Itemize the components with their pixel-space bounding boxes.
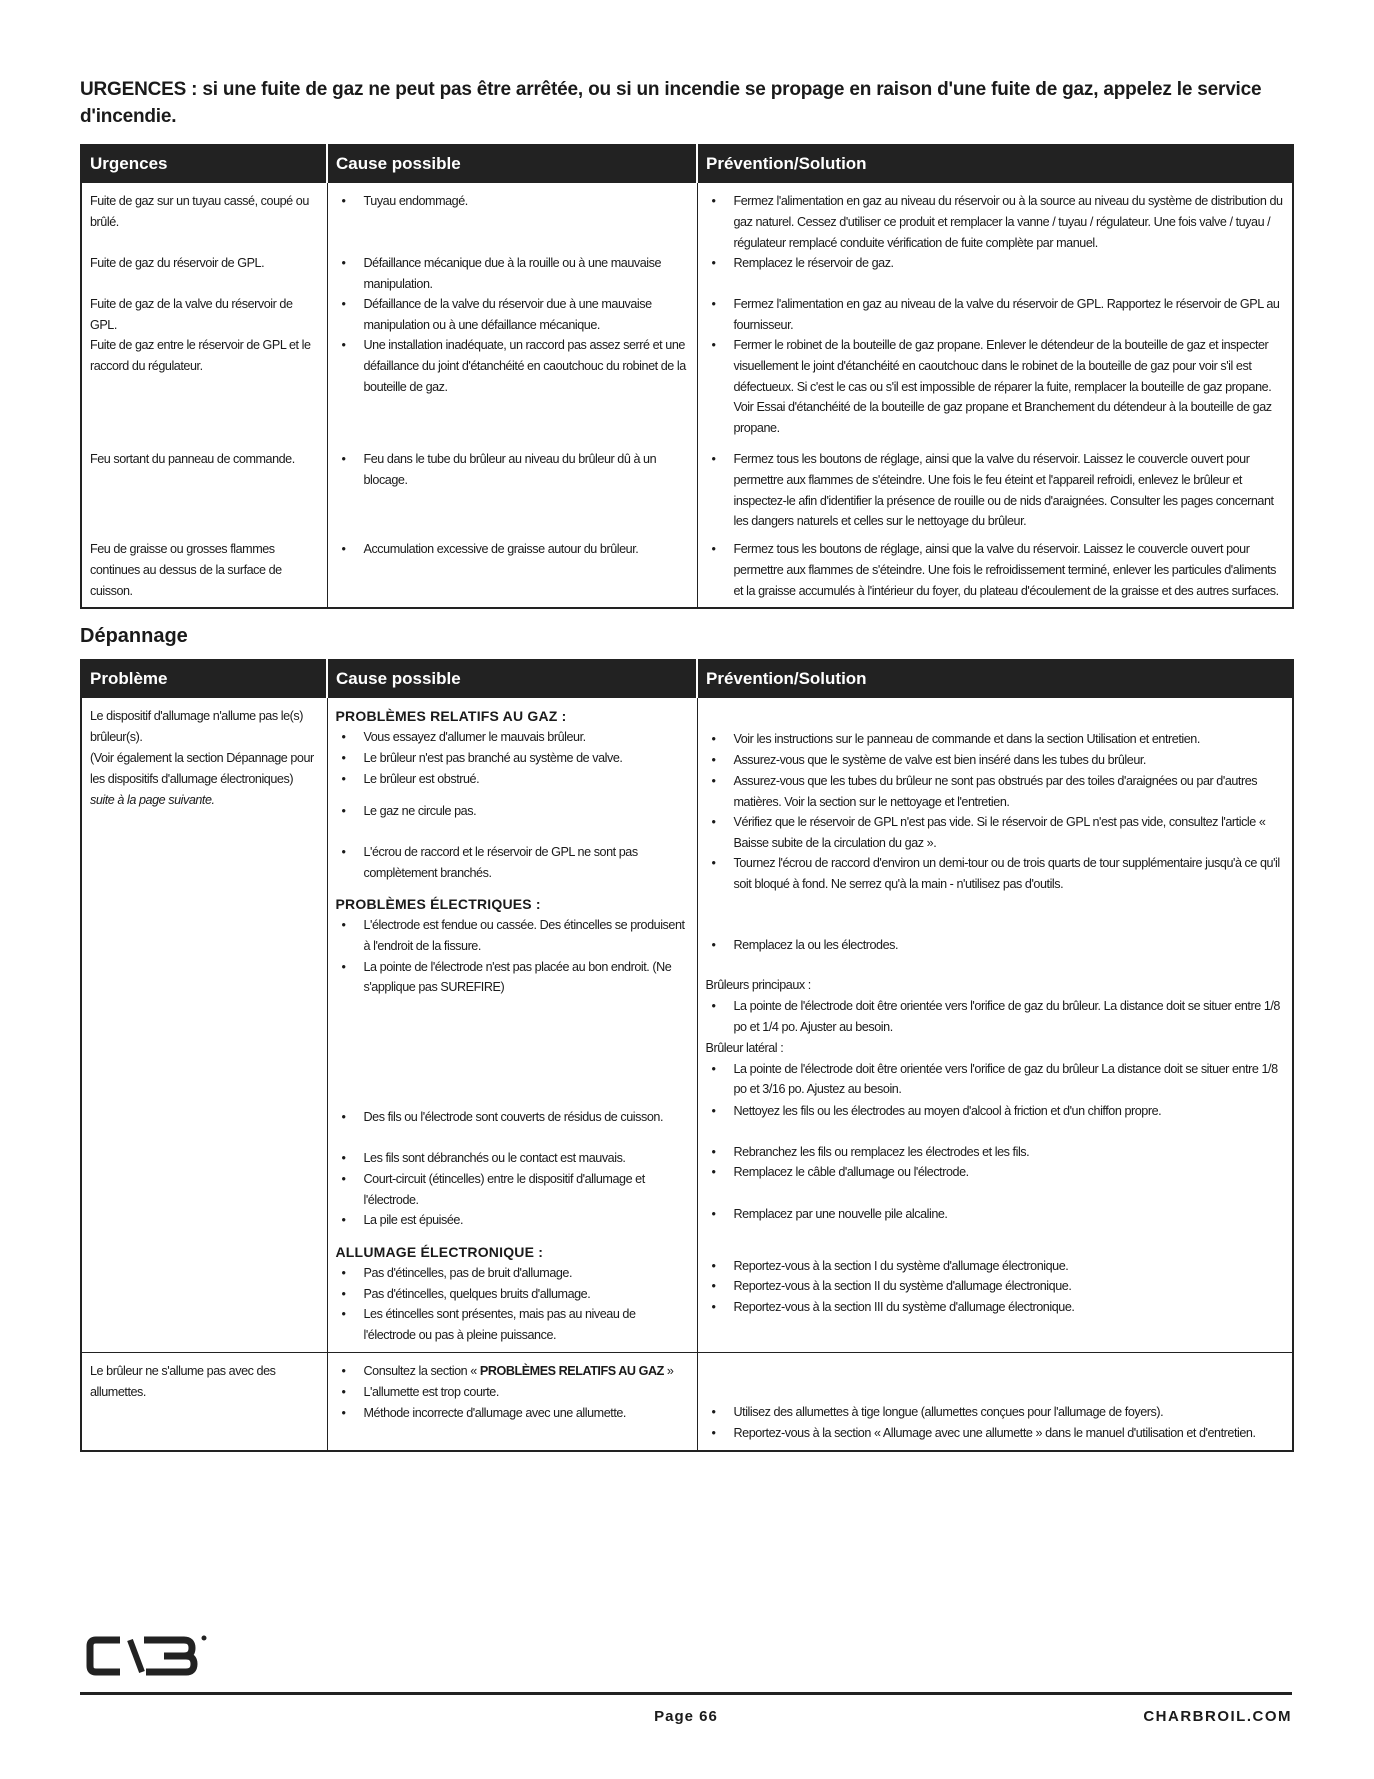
cause-text: Consultez la section « — [363, 1363, 477, 1378]
footer-divider — [80, 1692, 1292, 1695]
list-item: • Remplacez le câble d'allumage ou l'électrode. — [706, 1162, 1285, 1183]
emergency-column — [81, 183, 327, 609]
main-burners-label: Brûleurs principaux : — [705, 978, 811, 993]
list-item: • Défaillance de la valve du réservoir due à une mauvaise manipulation ou à une défaillance mécanique. — [336, 294, 689, 336]
list-item: • L'écrou de raccord et le réservoir de GPL ne sont pas complètement branchés. — [336, 842, 689, 884]
emergency-table — [80, 144, 1294, 609]
list-item: • Tournez l'écrou de raccord d'environ un demi-tour ou de trois quarts de tour supplémentaire jusqu'à ce qu'il soit bloqué à fond. Ne serrez qu'à la main - n'utilisez pas d'outils. — [706, 853, 1285, 895]
list-item: • Fermez l'alimentation en gaz au niveau du réservoir ou à la source au niveau du système de distribution du gaz naturel. Cessez d'utiliser ce produit et remplacer la vanne / tuyau / régulateur. Une fois valve / tuyau / régulateur remplacé conduite vérification de fuite complète par manuel. — [706, 191, 1285, 253]
column-header: Cause possible — [327, 660, 697, 698]
charbroil-logo-icon — [80, 1630, 220, 1682]
section-reference: PROBLÈMES RELATIFS AU GAZ — [479, 1363, 664, 1378]
emergency-text: Fuite de gaz sur un tuyau cassé, coupé ou brûlé. — [90, 194, 309, 229]
emergency-warning: URGENCES : si une fuite de gaz ne peut pas être arrêtée, ou si un incendie se propage en raison d'une fuite de gaz, appelez le service d'incendie. — [80, 79, 1262, 127]
list-item: • Nettoyez les fils ou les électrodes au moyen d'alcool à friction et d'un chiffon propre. — [706, 1101, 1285, 1122]
problem-text: Le brûleur ne s'allume pas avec des allumettes. — [90, 1363, 276, 1399]
side-burner-label: Brûleur latéral : — [705, 1040, 784, 1055]
list-item: • Accumulation excessive de graisse autour du brûleur. — [336, 539, 689, 560]
cause-text: » — [666, 1363, 674, 1378]
list-item: • Le gaz ne circule pas. — [336, 801, 689, 822]
electronic-ignition-heading: ALLUMAGE ÉLECTRONIQUE : — [335, 1243, 544, 1260]
list-item: • Court-circuit (étincelles) entre le dispositif d'allumage et l'électrode. — [336, 1169, 689, 1211]
problem-column — [81, 698, 327, 1353]
solution-column — [697, 1352, 1293, 1450]
page-content — [80, 76, 1292, 1452]
table-row — [81, 183, 1293, 609]
cause-column — [327, 1352, 697, 1450]
list-item: • Vous essayez d'allumer le mauvais brûleur. — [336, 727, 689, 748]
list-item: • Utilisez des allumettes à tige longue (allumettes conçues pour l'allumage de foyers). — [706, 1402, 1285, 1423]
column-header: Cause possible — [327, 145, 697, 183]
table-header-row — [81, 145, 1293, 183]
list-item: • La pointe de l'électrode doit être orientée vers l'orifice de gaz du brûleur La distance doit se situer entre 1/8 po et 3/16 po. Ajustez au besoin. — [706, 1059, 1285, 1101]
list-item: • Reportez-vous à la section I du système d'allumage électronique. — [706, 1256, 1285, 1277]
list-item — [336, 1361, 689, 1382]
continued-note: suite à la page suivante. — [90, 792, 215, 807]
list-item: • Feu dans le tube du brûleur au niveau du brûleur dû à un blocage. — [336, 449, 689, 491]
column-header: Problème — [81, 660, 327, 698]
gas-problems-heading: PROBLÈMES RELATIFS AU GAZ : — [335, 708, 567, 725]
list-item: • Remplacez le réservoir de gaz. — [706, 253, 1285, 274]
list-item: • Reportez-vous à la section « Allumage avec une allumette » dans le manuel d'utilisation et d'entretien. — [706, 1423, 1285, 1444]
troubleshooting-table — [80, 659, 1294, 1451]
problem-note: (Voir également la section Dépannage pour les dispositifs d'allumage électroniques) — [90, 750, 314, 786]
list-item: • Les fils sont débranchés ou le contact est mauvais. — [336, 1148, 689, 1169]
list-item: • Fermez tous les boutons de réglage, ainsi que la valve du réservoir. Laissez le couvercle ouvert pour permettre aux flammes de s'éteindre. Une fois le feu éteint et l'appareil refroidi, enlevez le brûleur et inspectez-le afin d'identifier la présence de rouille ou de nids d'araignées. Consulter les pages concernant les dangers naturels et celles sur le nettoyage du brûleur. — [706, 449, 1285, 532]
list-item: • Tuyau endommagé. — [336, 191, 689, 212]
problem-column — [81, 1352, 327, 1450]
emergency-text: Feu de graisse ou grosses flammes continues au dessus de la surface de cuisson. — [90, 542, 282, 598]
column-header: Urgences — [81, 145, 327, 183]
list-item: • Défaillance mécanique due à la rouille ou à une mauvaise manipulation. — [336, 253, 689, 295]
solution-column — [697, 183, 1293, 609]
table-row — [81, 1352, 1293, 1450]
problem-text: Le dispositif d'allumage n'allume pas le(s) brûleur(s). — [90, 709, 303, 745]
list-item: • Le brûleur n'est pas branché au système de valve. — [336, 748, 689, 769]
cause-column — [327, 183, 697, 609]
table-header-row — [81, 660, 1293, 698]
list-item: • Des fils ou l'électrode sont couverts de résidus de cuisson. — [336, 1107, 689, 1128]
list-item: • Remplacez la ou les électrodes. — [706, 935, 1285, 956]
column-header: Prévention/Solution — [697, 145, 1293, 183]
table-row — [81, 698, 1293, 1353]
emergency-text: Fuite de gaz du réservoir de GPL. — [90, 256, 265, 270]
list-item: • Assurez-vous que les tubes du brûleur ne sont pas obstrués par des toiles d'araignées ou par d'autres matières. Voir la section sur le nettoyage et l'entretien. — [706, 771, 1285, 813]
list-item: • Fermez l'alimentation en gaz au niveau de la valve du réservoir de GPL. Rapportez le réservoir de GPL au fournisseur. — [706, 294, 1285, 336]
list-item: • Reportez-vous à la section III du système d'allumage électronique. — [706, 1297, 1285, 1318]
website-link[interactable]: CHARBROIL.COM — [1143, 1708, 1292, 1725]
list-item: • Vérifiez que le réservoir de GPL n'est pas vide. Si le réservoir de GPL n'est pas vide, consultez l'article « Baisse subite de la circulation du gaz ». — [706, 812, 1285, 854]
list-item: • L'allumette est trop courte. — [336, 1382, 689, 1403]
emergency-text: Feu sortant du panneau de commande. — [90, 452, 295, 466]
list-item: • Méthode incorrecte d'allumage avec une allumette. — [336, 1403, 689, 1424]
column-header: Prévention/Solution — [697, 660, 1293, 698]
list-item: • Fermer le robinet de la bouteille de gaz propane. Enlever le détendeur de la bouteille de gaz et inspecter visuellement le joint d'étanchéité en caoutchouc dans le robinet de la bouteille de gaz pour voir s'il est défectueux. Si c'est le cas ou s'il est impossible de réparer la fuite, remplacer la bouteille de gaz propane. Voir Essai d'étanchéité de la bouteille de gaz propane et Branchement du détendeur à la bouteille de gaz propane. — [706, 335, 1285, 439]
list-item: • Le brûleur est obstrué. — [336, 769, 689, 790]
list-item: • Rebranchez les fils ou remplacez les électrodes et les fils. — [706, 1142, 1285, 1163]
list-item: • Pas d'étincelles, quelques bruits d'allumage. — [336, 1284, 689, 1305]
cause-column — [327, 698, 697, 1353]
list-item: • Voir les instructions sur le panneau de commande et dans la section Utilisation et entretien. — [706, 729, 1285, 750]
list-item: • Une installation inadéquate, un raccord pas assez serré et une défaillance du joint d'étanchéité en caoutchouc du robinet de la bouteille de gaz. — [336, 335, 689, 397]
list-item: • Remplacez par une nouvelle pile alcaline. — [706, 1204, 1285, 1225]
list-item: • La pile est épuisée. — [336, 1210, 689, 1231]
list-item: • Fermez tous les boutons de réglage, ainsi que la valve du réservoir. Laissez le couvercle ouvert pour permettre aux flammes de s'éteindre. Une fois le refroidissement terminé, enlever les particules d'aliments et la graisse accumulés à l'intérieur du foyer, du plateau d'écoulement de la graisse et des autres surfaces. — [706, 539, 1285, 601]
page-number: Page 66 — [654, 1708, 718, 1725]
list-item: • Reportez-vous à la section II du système d'allumage électronique. — [706, 1276, 1285, 1297]
list-item: • Les étincelles sont présentes, mais pas au niveau de l'électrode ou pas à pleine puissance. — [336, 1304, 689, 1346]
list-item: • L'électrode est fendue ou cassée. Des étincelles se produisent à l'endroit de la fissure. — [336, 915, 689, 957]
electrical-problems-heading: PROBLÈMES ÉLECTRIQUES : — [335, 896, 541, 913]
emergency-text: Fuite de gaz entre le réservoir de GPL et le raccord du régulateur. — [90, 338, 311, 373]
list-item: • La pointe de l'électrode n'est pas placée au bon endroit. (Ne s'applique pas SUREFIRE) — [336, 957, 689, 999]
list-item: • La pointe de l'électrode doit être orientée vers l'orifice de gaz du brûleur. La distance doit se situer entre 1/8 po et 1/4 po. Ajuster au besoin. — [706, 996, 1285, 1038]
list-item: • Assurez-vous que le système de valve est bien inséré dans les tubes du brûleur. — [706, 750, 1285, 771]
list-item: • Pas d'étincelles, pas de bruit d'allumage. — [336, 1263, 689, 1284]
troubleshooting-title: Dépannage — [80, 625, 188, 648]
solution-column — [697, 698, 1293, 1353]
emergency-text: Fuite de gaz de la valve du réservoir de GPL. — [90, 297, 293, 332]
